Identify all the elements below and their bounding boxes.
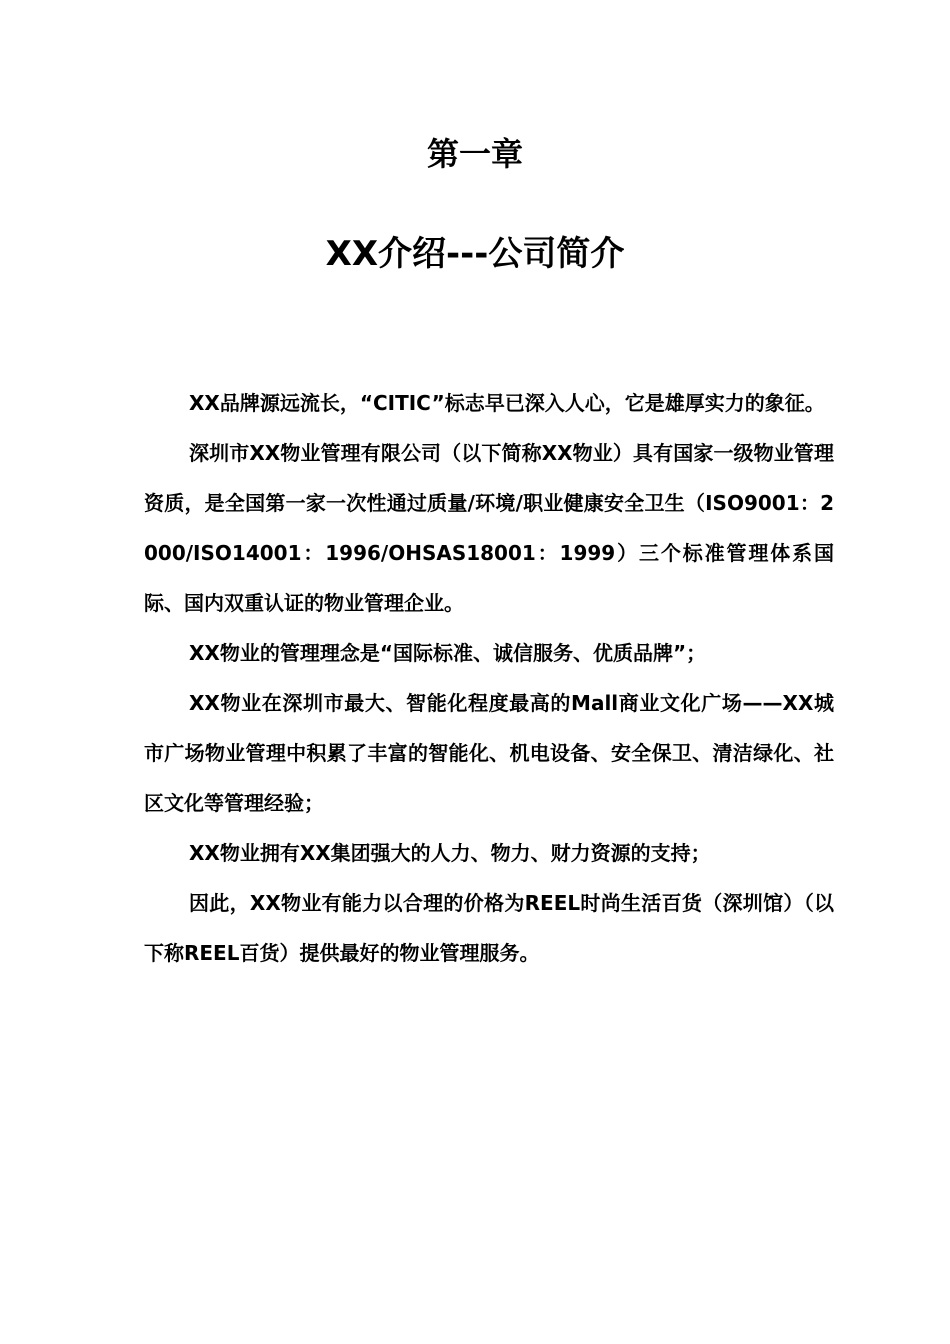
paragraph: 因此，XX物业有能力以合理的价格为REEL时尚生活百货（深圳馆）（以下称REEL百货）提供最好的物业管理服务。 bbox=[144, 891, 834, 965]
body-text bbox=[144, 378, 834, 978]
paragraph: 深圳市XX物业管理有限公司（以下简称XX物业）具有国家一级物业管理资质，是全国第一家一次性通过质量/环境/职业健康安全卫生（ISO9001：2000/ISO14001：1996/OHSAS18001：1999）三个标准管理体系国际、国内双重认证的物业管理企业。 bbox=[144, 441, 834, 615]
chapter-heading: 第一章 bbox=[426, 135, 523, 173]
paragraph: XX品牌源远流长，“CITIC”标志早已深入人心，它是雄厚实力的象征。 bbox=[189, 391, 825, 415]
paragraph: XX物业在深圳市最大、智能化程度最高的Mall商业文化广场——XX城市广场物业管理中积累了丰富的智能化、机电设备、安全保卫、清洁绿化、社区文化等管理经验； bbox=[144, 691, 834, 815]
section-title: XX介绍---公司简介 bbox=[325, 234, 625, 274]
paragraph: XX物业拥有XX集团强大的人力、物力、财力资源的支持； bbox=[189, 841, 711, 865]
paragraph: XX物业的管理理念是“国际标准、诚信服务、优质品牌”； bbox=[189, 641, 707, 665]
